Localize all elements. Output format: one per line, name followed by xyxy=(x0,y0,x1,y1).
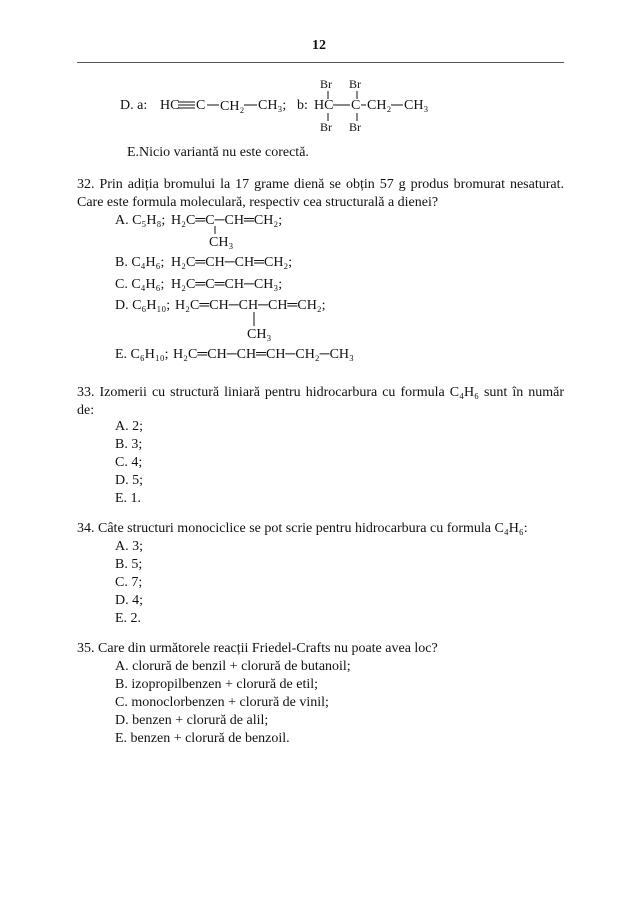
q34-option-b: B. 5; xyxy=(115,557,143,572)
q32-option-e: E. C₆H₁₀; xyxy=(115,347,169,362)
d-b-br-top-2: Br xyxy=(349,77,361,91)
q33-option-c: C. 4; xyxy=(115,455,143,470)
q33-option-a: A. 2; xyxy=(115,419,143,434)
d-a-ch2: CH₂ xyxy=(220,99,245,114)
d-b-br-bottom-2: Br xyxy=(349,120,361,134)
d-b-br-top-1: Br xyxy=(320,77,332,91)
q35-option-d: D. benzen + clorură de alil; xyxy=(115,713,269,728)
page-number: 12 xyxy=(312,38,326,53)
d-b-label: b: xyxy=(297,98,308,113)
q35-option-c: C. monoclorbenzen + clorură de vinil; xyxy=(115,695,329,710)
d-b-ch3: CH₃ xyxy=(404,98,429,113)
q32-option-b: B. C₄H₆; xyxy=(115,255,165,270)
q31-option-e: E.Nicio variantă nu este corectă. xyxy=(127,145,309,160)
q32-option-c: C. C₄H₆; xyxy=(115,277,165,292)
q32-option-b-formula: H₂C═CH─CH═CH₂; xyxy=(171,255,293,270)
d-a-ch3: CH₃; xyxy=(258,98,287,113)
q33-option-b: B. 3; xyxy=(115,437,143,452)
q32-option-e-formula: H₂C═CH─CH═CH─CH₂─CH₃ xyxy=(173,347,354,362)
d-a-hc: HC xyxy=(160,98,180,113)
q34-option-e: E. 2. xyxy=(115,611,142,626)
q34-option-d: D. 4; xyxy=(115,593,143,608)
d-b-ch2: CH₂ xyxy=(367,98,392,113)
q34-text: 34. Câte structuri monociclice se pot scrie pentru hidrocarbura cu formula C₄H₆: xyxy=(77,521,528,536)
q32-option-c-formula: H₂C═C═CH─CH₃; xyxy=(171,277,283,292)
q32-option-d: D. C₆H₁₀; xyxy=(115,298,171,313)
q32-text: 32. Prin adiția bromului la 17 grame dienă se obțin 57 g produs bromurat nesaturat. Care este formula moleculară, respectiv cea structurală a dienei? xyxy=(77,177,564,210)
q32-option-a: A. C₅H₈; xyxy=(115,213,166,228)
d-b-br-bottom-1: Br xyxy=(320,120,332,134)
d-a-c: C xyxy=(196,98,206,113)
d-b-c: C xyxy=(351,98,361,113)
header-rule xyxy=(77,62,564,63)
q33-option-e: E. 1. xyxy=(115,491,142,506)
q32-option-a-formula: H₂C═C─CH═CH₂; xyxy=(171,213,283,228)
q35-option-e: E. benzen + clorură de benzoil. xyxy=(115,731,290,746)
d-label: D. a: xyxy=(120,98,148,113)
q33-text: 33. Izomerii cu structură liniară pentru hidrocarbura cu formula C₄H₆ sunt în număr de: xyxy=(77,385,564,418)
q32-option-a-branch: CH₃ xyxy=(209,235,234,250)
d-b-hc: HC xyxy=(314,98,334,113)
q35-option-a: A. clorură de benzil + clorură de butanoil; xyxy=(115,659,351,674)
q34-option-c: C. 7; xyxy=(115,575,143,590)
q32-option-d-branch: CH₃ xyxy=(247,327,272,342)
q32-option-d-formula: H₂C═CH─CH─CH═CH₂; xyxy=(175,298,326,313)
q35-text: 35. Care din următorele reacții Friedel-Crafts nu poate avea loc? xyxy=(77,641,438,656)
q35-option-b: B. izopropilbenzen + clorură de etil; xyxy=(115,677,319,692)
q34-option-a: A. 3; xyxy=(115,539,143,554)
q33-option-d: D. 5; xyxy=(115,473,143,488)
